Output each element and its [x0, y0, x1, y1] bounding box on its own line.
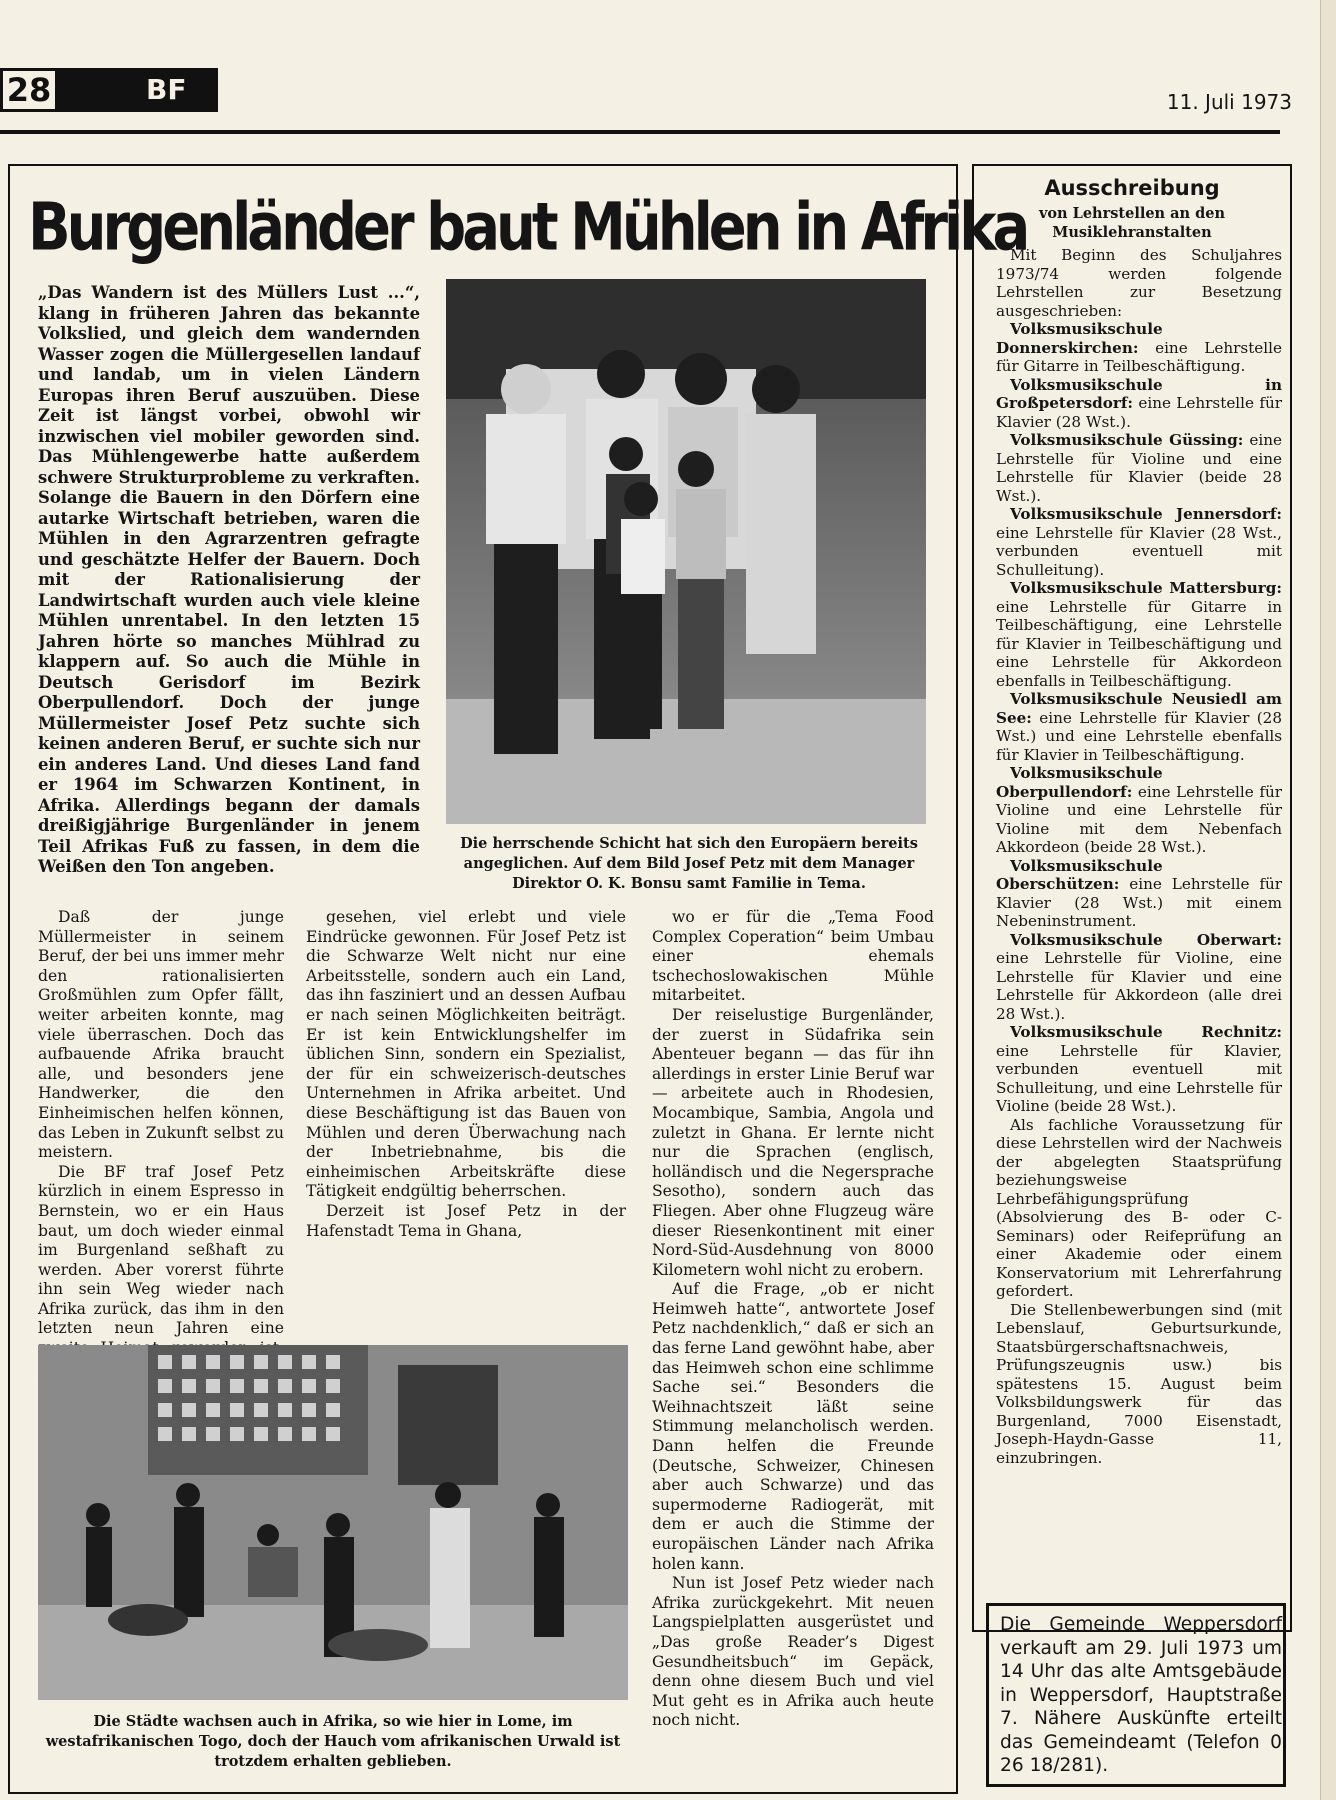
vacancy-entry: Volksmusikschule Mattersburg: eine Lehrstelle für Gitarre in Teilbeschäftigung, eine Lehrstelle für Klavier in Teilbeschäftigung und eine Lehrstelle für Akkordeon ebenfalls in Teilbeschäftigung.: [996, 579, 1282, 690]
article-column-2: [306, 908, 626, 1241]
paragraph: Derzeit ist Josef Petz in der Hafenstadt Tema in Ghana,: [306, 1201, 626, 1240]
vacancy-entry: Volksmusikschule Oberschützen: eine Lehrstelle für Klavier (28 Wst.) mit einem Nebeninstrument.: [996, 856, 1282, 930]
paragraph: Auf die Frage, „ob er nicht Heimweh hatte“, antwortete Josef Petz nachdenklich,“ daß er sich an das ferne Land gewöhnt habe, aber das Heimweh schon eine schlimme Sache sei.“ Besonders die Weihnachtszeit läßt seine Stimmung melancholisch werden. Dann helfen die Freunde (Deutsche, Schweizer, Chinesen aber auch Schwarze) und das supermoderne Radiogerät, mit dem er auch die Stimme der europäischen Länder nach Afrika holen kann.: [652, 1280, 934, 1573]
photo1-caption: Die herrschende Schicht hat sich den Europäern bereits angeglichen. Auf dem Bild Josef Petz mit dem Manager Direktor O. K. Bonsu samt Familie in Tema.: [460, 835, 918, 892]
vacancy-entry: Volksmusikschule Rechnitz: eine Lehrstelle für Klavier, verbunden eventuell mit Schulleitung, und eine Lehrstelle für Violine (beide 28 Wst.).: [996, 1023, 1282, 1115]
article-lead: „Das Wandern ist des Müllers Lust ...“, klang in früheren Jahren das bekannte Volkslied, und gleich dem wandernden Wasser zogen die Müllergesellen landauf und landab, um in vielen Ländern Europas ihren Beruf auszuüben. Diese Zeit ist längst vorbei, obwohl wir inzwischen viel mobiler geworden sind. Das Mühlengewerbe hatte außerdem schwere Strukturprobleme zu verkraften. Solange die Bauern in den Dörfern eine autarke Wirtschaft betrieben, waren die Mühlen in den Agrarzentren gefragte und geschätzte Helfer der Bauern. Doch mit der Rationalisierung der Landwirtschaft wurden auch viele kleine Mühlen unrentabel. In den letzten 15 Jahren hörte so manches Mühlrad zu klappern auf. So auch die Mühle in Deutsch Gerisdorf im Bezirk Oberpullendorf. Doch der junge Müllermeister Josef Petz suchte sich keinen anderen Beruf, er suchte sich nur ein anderes Land. Und dieses Land fand er 1964 im Schwarzen Kontinent, in Afrika. Allerdings begann der damals dreißigjährige Burgenländer in jenem Teil Afrikas Fuß zu fassen, in dem die Weißen den Ton angeben.: [38, 283, 420, 876]
article-column-3: [652, 908, 934, 1731]
vacancy-application: Die Stellenbewerbungen sind (mit Lebenslauf, Geburtsurkunde, Staatsbürgerschaftsnachweis, Prüfungszeugnis usw.) bis spätestens 15. August beim Volksbildungswerk für das Burgenland, 7000 Eisenstadt, Joseph-Haydn-Gasse 11, einzubringen.: [996, 1300, 1282, 1467]
vacancy-entry: Volksmusikschule Güssing: eine Lehrstelle für Violine und eine Lehrstelle für Klavier (beide 28 Wst.).: [996, 431, 1282, 505]
header-rule: [0, 130, 1280, 134]
page-spine: [1320, 0, 1336, 1800]
vacancy-entry: Volksmusikschule Oberpullendorf: eine Lehrstelle für Violine und eine Lehrstelle für Violine mit dem Nebenfach Akkordeon (beide 28 Wst.).: [996, 764, 1282, 856]
paragraph: Die BF traf Josef Petz kürzlich in einem Espresso in Bernstein, wo er ein Haus baut, um doch wieder einmal im Burgenland seßhaft zu werden. Aber vorerst führte ihn sein Weg wieder nach Afrika zurück, das ihm in den letzten neun Jahren eine: [38, 1162, 284, 1338]
paragraph: wo er für die „Tema Food Complex Coperation“ beim Umbau einer ehemals tschechoslowakischen Mühle mitarbeitet.: [652, 908, 934, 1005]
vacancy-entry: Volksmusikschule in Großpetersdorf: eine Lehrstelle für Klavier (28 Wst.).: [996, 375, 1282, 431]
photo-lome-street-scene: [38, 1345, 628, 1700]
vacancy-body: [996, 246, 1282, 1467]
page-number: 28: [0, 68, 58, 112]
paragraph: Nun ist Josef Petz wieder nach Afrika zurückgekehrt. Mit neuen Langspielplatten ausgerüstet und „Das große Reader’s Digest Gesundheitsbuch“ im Gepäck, denn ohne diesem Buch und viel Mut geht es in Afrika auch heute noch nicht.: [652, 1574, 934, 1730]
vacancy-entry: Volksmusikschule Donnerskirchen: eine Lehrstelle für Gitarre in Teilbeschäftigung.: [996, 320, 1282, 375]
section-label: BF: [58, 68, 218, 112]
issue-date: 11. Juli 1973: [1166, 90, 1292, 114]
paragraph: Der reiselustige Burgenländer, der zuerst in Südafrika sein Abenteuer begann — das für ihn allerdings in erster Linie Beruf war — arbeitete auch in Rhodesien, Mocambique, Sambia, Angola und zuletzt in Ghana. Er lernte nicht nur die Sprachen (englisch, holländisch und die Negersprache Sesotho), sondern auch das Fliegen. Aber ohne Flugzeug wäre dieser Riesenkontinent mit einer Nord-Süd-Ausdehnung von 8000 Kilometern wohl nicht zu erobern.: [652, 1005, 934, 1279]
article-headline: Burgenländer baut Mühlen in Afrika: [28, 189, 1027, 267]
vacancy-entry: Volksmusikschule Neusiedl am See: eine Lehrstelle für Klavier (28 Wst.) und eine Lehrstelle ebenfalls für Klavier in Teilbeschäftigung.: [996, 690, 1282, 764]
vacancy-title: Ausschreibung: [1044, 176, 1220, 200]
vacancy-entry: Volksmusikschule Oberwart: eine Lehrstelle für Violine, eine Lehrstelle für Klavier und eine Lehrstelle für Akkordeon (alle drei 28 Wst.).: [996, 930, 1282, 1023]
photo2-caption: Die Städte wachsen auch in Afrika, so wie hier in Lome, im westafrikanischen Togo, doch der Hauch vom afrikanischen Urwald ist trotzdem erhalten geblieben.: [45, 1713, 621, 1770]
vacancy-subtitle: von Lehrstellen an den Musiklehranstalten: [1038, 205, 1226, 241]
vacancy-requirements: Als fachliche Voraussetzung für diese Lehrstellen wird der Nachweis der abgelegten Staatsprüfung beziehungsweise Lehrbefähigungsprüfung (Absolvierung des B- oder C-Seminars) oder Reifeprüfung an einer Akademie oder einem Konservatorium mit Lehrerfahrung gefordert.: [996, 1115, 1282, 1300]
photo-group-portrait: [446, 279, 926, 824]
vacancy-entry: Volksmusikschule Jennersdorf: eine Lehrstelle für Klavier (28 Wst., verbunden eventuell mit Schulleitung).: [996, 505, 1282, 579]
sale-notice: Die Gemeinde Weppersdorf verkauft am 29. Juli 1973 um 14 Uhr das alte Amtsgebäude in Weppersdorf, Hauptstraße 7. Nähere Auskünfte erteilt das Gemeindeamt (Telefon 0 26 18/281).: [1000, 1614, 1282, 1776]
article-column-1: [38, 908, 284, 1398]
vacancy-intro: Mit Beginn des Schuljahres 1973/74 werden folgende Lehrstellen zur Besetzung ausgeschrieben:: [996, 246, 1282, 320]
paragraph: Daß der junge Müllermeister in seinem Beruf, der bei uns immer mehr den rationalisierten Großmühlen zum Opfer fällt, weiter arbeiten konnte, mag viele überraschen. Doch das aufbauende Afrika braucht alle, und besonders jene Handwerker, die den Einheimischen helfen können, das Leben in Zukunft selbst zu meistern.: [38, 908, 284, 1162]
paragraph: gesehen, viel erlebt und viele Eindrücke gewonnen. Für Josef Petz ist die Schwarze Welt nicht nur eine Arbeitsstelle, sondern auch ein Land, das ihn fasziniert und an dessen Aufbau er nach seinen Möglichkeiten beiträgt. Er ist kein Entwicklungshelfer im üblichen Sinn, sondern ein Spezialist, der für ein schweizerisch-deutsches Unternehmen in Afrika arbeitet. Und diese Beschäftigung ist das Bauen von Mühlen und deren Überwachung nach der Inbetriebnahme, bis die einheimischen Arbeitskräfte diese Tätigkeit endgültig beherrschen.: [306, 908, 626, 1201]
